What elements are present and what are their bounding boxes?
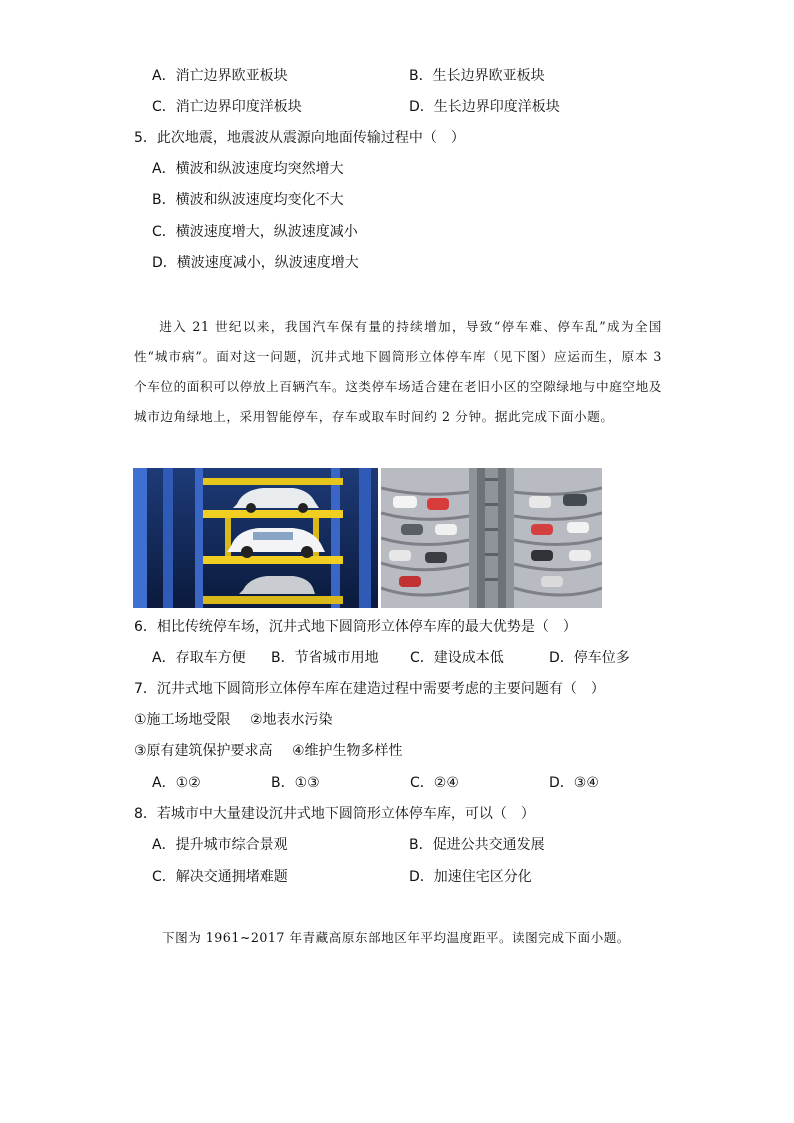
- q5-option-b: B．横波和纵波速度均变化不大: [152, 192, 344, 208]
- q8-stem: 8．若城市中大量建设沉井式地下圆筒形立体停车库，可以（ ）: [134, 806, 535, 822]
- q6-option-b: B．节省城市用地: [271, 650, 379, 666]
- q7-option-b: B．①③: [271, 775, 320, 791]
- q7-item-3: ③原有建筑保护要求高: [134, 743, 273, 759]
- q7-stem: 7．沉井式地下圆筒形立体停车库在建造过程中需要考虑的主要问题有（ ）: [134, 681, 605, 697]
- q4-option-d: D．生长边界印度洋板块: [409, 99, 560, 115]
- passage-temperature-intro: 下图为 1961~2017 年青藏高原东部地区年平均温度距平。读图完成下面小题。: [162, 930, 630, 945]
- q5-option-a: A．横波和纵波速度均突然增大: [152, 161, 344, 177]
- q4-option-b: B．生长边界欧亚板块: [409, 68, 545, 84]
- q7-option-c: C．②④: [410, 775, 459, 791]
- q8-option-d: D．加速住宅区分化: [409, 869, 532, 885]
- q5-option-c: C．横波速度增大，纵波速度减小: [152, 224, 358, 240]
- q5-option-d: D．横波速度减小，纵波速度增大: [152, 255, 359, 271]
- q8-option-a: A．提升城市综合景观: [152, 837, 288, 853]
- q4-option-a: A．消亡边界欧亚板块: [152, 68, 288, 84]
- q5-stem: 5．此次地震，地震波从震源向地面传输过程中（ ）: [134, 130, 465, 146]
- q4-option-c: C．消亡边界印度洋板块: [152, 99, 302, 115]
- q7-option-a: A．①②: [152, 775, 201, 791]
- passage-parking: [134, 312, 662, 432]
- photo-parking-tower: [381, 468, 602, 608]
- q6-option-c: C．建设成本低: [410, 650, 504, 666]
- q7-option-d: D．③④: [549, 775, 599, 791]
- q7-item-1: ①施工场地受限: [134, 712, 231, 728]
- passage-parking-text: 进入 21 世纪以来，我国汽车保有量的持续增加，导致“停车难、停车乱”成为全国性“城市病”。面对这一问题，沉井式地下圆筒形立体停车库（见下图）应运而生，原本 3 个车位的面积可以停放上百辆汽车。这类停车场适合建在老旧小区的空隙绿地与中庭空地及城市边角绿地上，采用智能停车，存车或取车时间约 2 分钟。据此完成下面小题。: [134, 319, 662, 424]
- q8-option-b: B．促进公共交通发展: [409, 837, 545, 853]
- q6-option-a: A．存取车方便: [152, 650, 246, 666]
- q6-option-d: D．停车位多: [549, 650, 630, 666]
- q6-stem: 6．相比传统停车场，沉井式地下圆筒形立体停车库的最大优势是（ ）: [134, 619, 577, 635]
- q7-item-4: ④维护生物多样性: [292, 743, 403, 759]
- q8-option-c: C．解决交通拥堵难题: [152, 869, 288, 885]
- photo-parking-rack: [133, 468, 378, 608]
- q7-item-2: ②地表水污染: [250, 712, 333, 728]
